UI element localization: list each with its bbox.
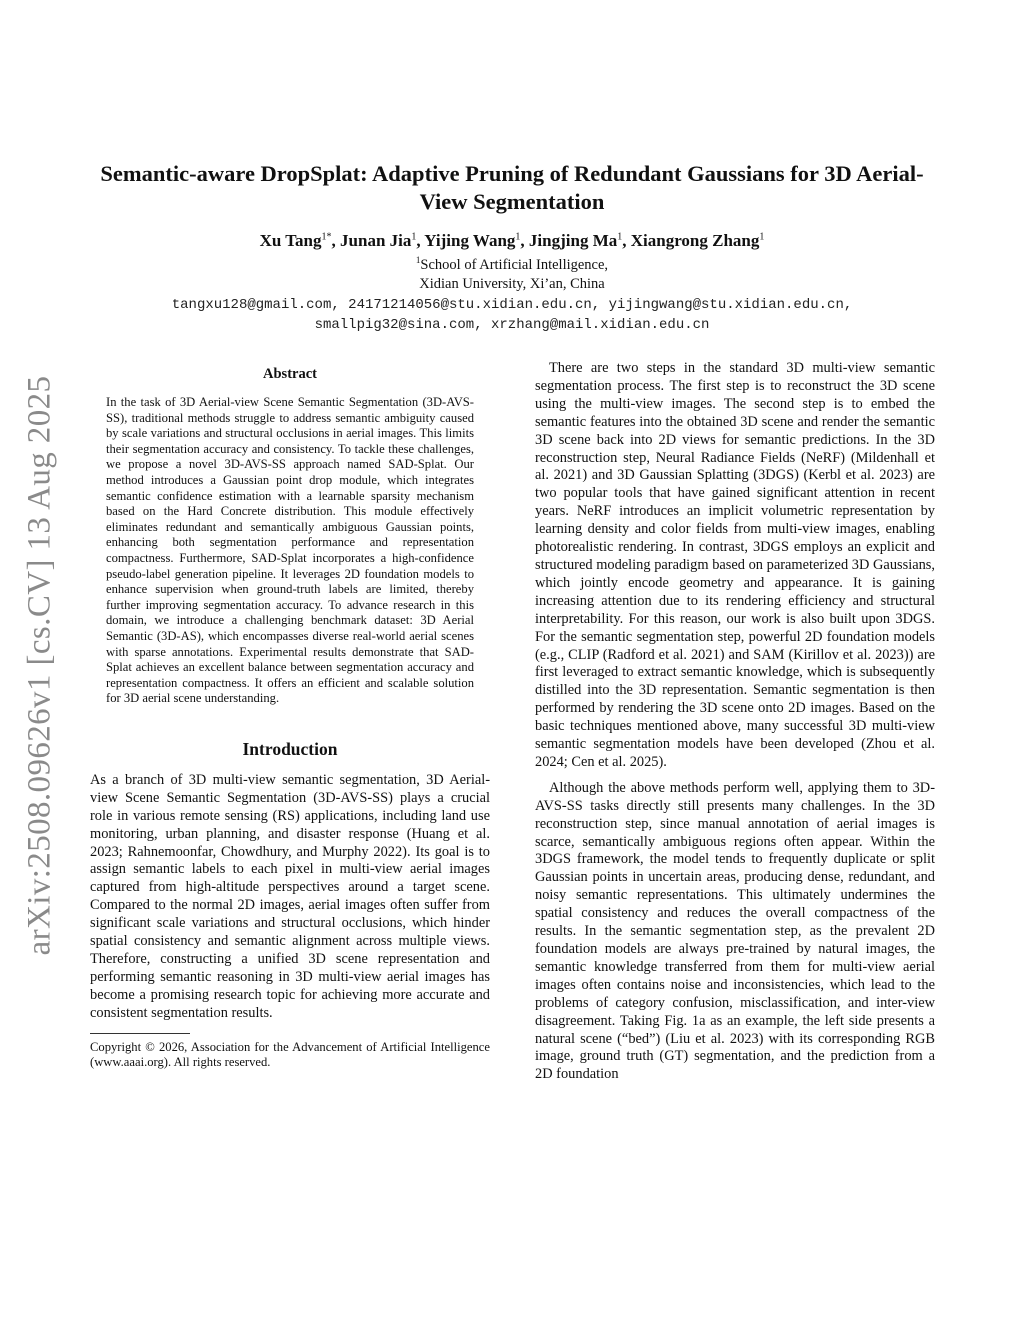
left-column (90, 360, 490, 1071)
author: Yijing Wang$^1$, (424, 231, 529, 250)
paper-title: Semantic-aware DropSplat: Adaptive Pruning of Redundant Gaussians for 3D Aerial-View Segmentation (100, 161, 924, 214)
email-line: tangxu128@gmail.com, 24171214056@stu.xidian.edu.cn, yijingwang@stu.xidian.edu.cn, (171, 297, 853, 313)
author-emails (90, 295, 934, 335)
body-paragraph: There are two steps in the standard 3D multi-view semantic segmentation process. The first step is to reconstruct the 3D scene using the multi-view images. The second step is to embed the semantic features into the obtained 3D scene and render the semantic 3D scene back into 2D views for semantic predictions. In the 3D reconstruction step, Neural Radiance Fields (NeRF) (Mildenhall et al. 2021) and 3D Gaussian Splatting (3DGS) (Kerbl et al. 2023) are two popular tools that have gained significant attention in recent years. NeRF introduces an implicit volumetric representation by learning density and color fields from multi-view images, enabling photorealistic rendering. In contrast, 3DGS employs an explicit and structured modeling paradigm based on parameterized 3D Gaussians, which jointly encode geometry and appearance. It is gaining increasing attention due to its rendering efficiency and structural interpretability. For this reason, our work is also built upon 3DGS. For the semantic segmentation step, powerful 2D foundation models (e.g., CLIP (Radford et al. 2021) and SAM (Kirillov et al. 2023)) are first leveraged to extract semantic knowledge, which is subsequently distilled into the 3D representation. Semantic segmentation is then performed by rendering the 3D scene onto 2D images. Based on the basic techniques mentioned above, many successful 3D multi-view semantic segmentation models have been developed (Zhou et al. 2024; Cen et al. 2025). (535, 360, 935, 770)
abstract-heading: Abstract (263, 366, 317, 382)
introduction-paragraph: As a branch of 3D multi-view semantic segmentation, 3D Aerial-view Scene Semantic Segmentation (3D-AVS-SS) plays a crucial role in various remote sensing (RS) applications, including land use monitoring, urban planning, and disaster response (Huang et al. 2023; Rahnemoonfar, Chowdhury, and Murphy 2022). Its goal is to assign semantic labels to each pixel in multi-view aerial images captured from high-altitude perspectives around a target scene. Compared to the normal 2D images, aerial images often suffer from significant scale variations and structural occlusions, which hinder spatial consistency and semantic alignment across multiple views. Therefore, constructing a unified 3D scene representation and performing semantic reasoning in 3D multi-view aerial images has become a promising research topic for achieving more accurate and consistent segmentation results. (90, 771, 490, 1021)
email-line: smallpig32@sina.com, xrzhang@mail.xidian.edu.cn (314, 317, 710, 333)
abstract-text: In the task of 3D Aerial-view Scene Semantic Segmentation (3D-AVS-SS), traditional methods struggle to address semantic ambiguity caused by scale variations and structural occlusions in aerial images. This limits their segmentation accuracy and consistency. To tackle these challenges, we propose a novel 3D-AVS-SS approach named SAD-Splat. Our method introduces a Gaussian point drop module, which integrates semantic confidence estimation with a learnable sparsity mechanism based on the Hard Concrete distribution. This module effectively eliminates redundant and semantically ambiguous Gaussian points, enhancing both segmentation performance and representation compactness. Furthermore, SAD-Splat incorporates a high-confidence pseudo-label generation pipeline. It leverages 2D foundation models to enhance supervision when ground-truth labels are limited, thereby further improving segmentation accuracy. To advance research in this domain, we introduce a challenging benchmark dataset: 3D Aerial Semantic (3D-AS), which encompasses diverse real-world aerial scenes with sparse annotations. Experimental results demonstrate that SAD-Splat achieves an excellent balance between segmentation accuracy and representation compactness. It offers an efficient and scalable solution for 3D aerial scene understanding. (106, 395, 474, 706)
arxiv-id: arXiv:2508.09626v1 [cs.CV] 13 Aug 2025 (21, 375, 58, 955)
copyright-notice: Copyright © 2026, Association for the Advancement of Artificial Intelligence (www.aaai.org). All rights reserved. (90, 1039, 490, 1070)
author: Xiangrong Zhang$^1$ (630, 231, 765, 250)
affiliation: $^1$School of Artificial Intelligence, Xidian University, Xi’an, China (415, 255, 609, 292)
author-list (90, 230, 934, 252)
author: Jingjing Ma$^1$, (528, 231, 631, 250)
right-column (535, 360, 935, 1084)
body-paragraph: Although the above methods perform well, applying them to 3D-AVS-SS tasks directly still presents many challenges. In the 3D reconstruction step, since manual annotation of aerial images is scarce, semantically ambiguous regions often appear. Within the 3DGS framework, the model tends to frequently duplicate or split Gaussian points in uncertain areas, producing dense, redundant, and noisy semantic representations. This ultimately undermines the spatial consistency and reduces the overall compactness of the results. In the semantic segmentation step, as the prevalent 2D foundation models are always pre-trained by natural images, the semantic knowledge transferred from them for multi-view aerial images often contains noise and inconsistencies, which lead to the problems of category confusion, misclassification, and inter-view disagreement. Taking Fig. 1a as an example, the left side presents a natural scene (“bed”) (Liu et al. 2023) with its corresponding RGB image, ground truth (GT) segmentation, and the prediction from a 2D foundation (535, 779, 935, 1083)
introduction-heading: Introduction (242, 738, 338, 759)
footnote-divider (90, 1033, 190, 1034)
arxiv-watermark (14, 370, 66, 960)
author: Xu Tang$^{1*}$, (259, 231, 341, 250)
author: Junan Jia$^1$, (340, 231, 425, 250)
